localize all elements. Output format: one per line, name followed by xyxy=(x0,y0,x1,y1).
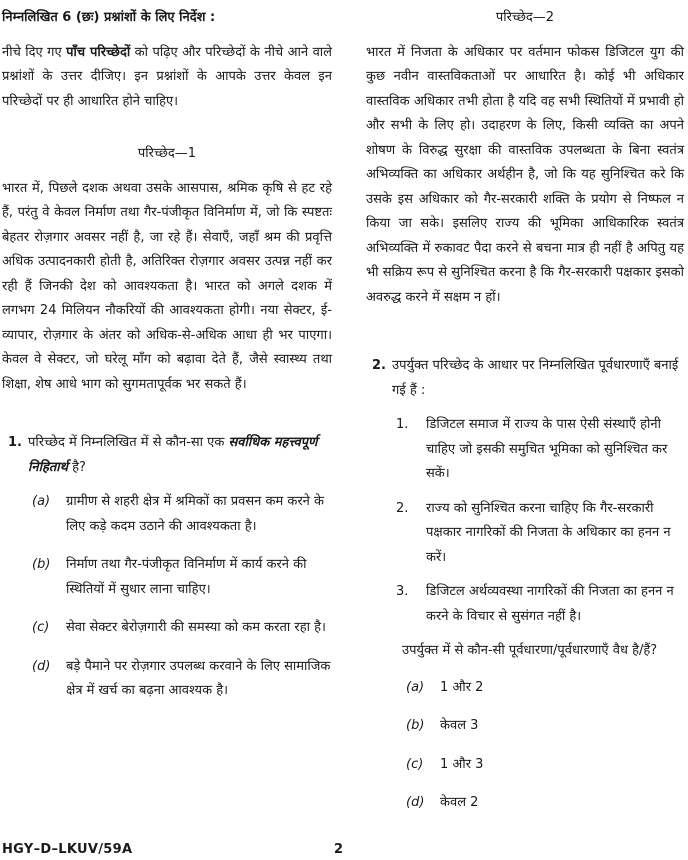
instructions-heading: निम्नलिखित 6 (छः) प्रश्नांशों के लिए निर्देश : xyxy=(2,10,216,25)
left-column xyxy=(2,6,332,718)
question-1-options xyxy=(32,490,332,704)
question-2-prompt: उपर्युक्त में से कौन-सी पूर्वधारणा/पूर्वधारणाएँ वैध है/हैं? xyxy=(402,643,658,658)
passage-2-title: परिच्छेद—2 xyxy=(495,10,555,25)
option-text: 1 और 2 xyxy=(440,679,484,695)
option-text: केवल 2 xyxy=(440,795,479,810)
question-2-option-d[interactable] xyxy=(406,791,684,816)
option-text: ग्रामीण से शहरी क्षेत्र में श्रमिकों का प्रवसन कम करने के लिए कड़े कदम उठाने की आवश्यकता है। xyxy=(66,494,324,534)
instructions-text-pre: नीचे दिए गए xyxy=(2,44,67,60)
statement-1 xyxy=(396,413,684,487)
instructions-text xyxy=(2,41,332,115)
option-text: सेवा सेक्टर बेरोज़गारी की समस्या को कम करता रहा है। xyxy=(66,620,326,635)
option-label: (a) xyxy=(406,679,425,695)
question-2-option-b[interactable] xyxy=(406,714,684,739)
question-2-number: 2. xyxy=(372,358,386,373)
question-1-text-emph: सर्वाधिक महत्त्वपूर्ण निहितार्थ xyxy=(28,435,318,475)
question-2-option-a[interactable] xyxy=(406,676,684,701)
question-1 xyxy=(2,431,332,480)
question-2-options xyxy=(406,676,684,816)
question-2 xyxy=(366,354,684,403)
question-1-number: 1. xyxy=(8,435,22,450)
instructions-text-post: को पढ़िए और परिच्छेदों के नीचे आने वाले प्रश्नांशों के उत्तर दीजिए। इन प्रश्नांशों के आपके उत्तर केवल इन परिच्छेदों पर ही आधारित होने चाहिए। xyxy=(2,44,332,109)
option-text: बड़े पैमाने पर रोज़गार उपलब्ध करवाने के लिए सामाजिक क्षेत्र में खर्च का बढ़ना आवश्यक है। xyxy=(66,658,331,698)
option-label: (c) xyxy=(32,620,50,635)
statement-text: राज्य को सुनिश्चित करना चाहिए कि गैर-सरकारी पक्षकार नागरिकों की निजता के अधिकार का हनन न करें। xyxy=(426,500,671,565)
option-text: निर्माण तथा गैर-पंजीकृत विनिर्माण में कार्य करने की स्थितियों में सुधार लाना चाहिए। xyxy=(66,557,307,597)
passage-2-text: भारत में निजता के अधिकार पर वर्तमान फोकस डिजिटल युग की कुछ नवीन वास्तविकताओं पर आधारित है। कोई भी अधिकार वास्तविक अधिकार तभी होता है यदि वह सभी स्थितियों में प्रभावी हो और सभी के लिए हो। उदाहरण के लिए, किसी व्यक्ति का अपने शोषण के विरुद्ध सुरक्षा की वास्तविक उपलब्धता के बिना स्वतंत्र अभिव्यक्ति का अधिकार अर्थहीन है, जो कि यह सुनिश्चित करे कि उसके इस अधिकार को गैर-सरकारी शक्ति के प्रयोग से निष्फल न किया जा सके। इसलिए राज्य की भूमिका आधिकारिक स्वतंत्र अभिव्यक्ति में रुकावट पैदा करने से बचना मात्र ही नहीं है अपितु यह भी सक्रिय रूप से सुनिश्चित करना है कि गैर-सरकारी पक्षकार इसको अवरुद्ध करने में सक्षम न हों। xyxy=(366,44,684,305)
instructions-text-bold: पाँच परिच्छेदों xyxy=(66,44,131,60)
statement-number: 2. xyxy=(396,500,409,516)
option-text: केवल 3 xyxy=(440,718,479,733)
option-label: (b) xyxy=(406,718,425,733)
option-label: (c) xyxy=(406,756,424,772)
page-number: 2 xyxy=(334,842,344,857)
option-label: (d) xyxy=(32,658,51,674)
statement-2 xyxy=(396,497,684,571)
passage-1-title: परिच्छेद—1 xyxy=(137,146,197,161)
question-1-text-post: है? xyxy=(67,459,86,475)
option-label: (a) xyxy=(32,494,51,509)
statement-text: डिजिटल अर्थव्यवस्था नागरिकों की निजता का हनन न करने के विचार से सुसंगत नहीं है। xyxy=(426,584,674,624)
question-1-option-c[interactable] xyxy=(32,616,332,641)
statement-3 xyxy=(396,580,684,629)
question-1-option-a[interactable] xyxy=(32,490,332,539)
option-text: 1 और 3 xyxy=(440,756,484,772)
question-1-option-d[interactable] xyxy=(32,655,332,704)
statement-text: डिजिटल समाज में राज्य के पास ऐसी संस्थाएँ होनी चाहिए जो इसकी समुचित भूमिका को सुनिश्चित कर सकें। xyxy=(426,417,668,481)
question-1-option-b[interactable] xyxy=(32,553,332,602)
question-2-statements xyxy=(396,413,684,629)
question-2-option-c[interactable] xyxy=(406,753,684,778)
statement-number: 1. xyxy=(396,417,409,432)
question-2-text: उपर्युक्त परिच्छेद के आधार पर निम्नलिखित पूर्वधारणाएँ बनाई गई हैं : xyxy=(392,358,679,398)
paper-code: HGY–D–LKUV/59A xyxy=(2,842,133,857)
question-1-text xyxy=(28,431,332,480)
passage-1-text: भारत में, पिछले दशक अथवा उसके आसपास, श्रमिक कृषि से हट रहे हैं, परंतु वे केवल निर्माण तथा गैर-पंजीकृत विनिर्माण में, जो कि स्पष्टतः बेहतर रोज़गार अवसर नहीं है, जा रहे हैं। सेवाएँ, जहाँ श्रम की प्रवृत्ति अधिक उत्पादनकारी होती है, अतिरिक्त रोज़गार अवसर उत्पन्न नहीं कर रही हैं जिनकी देश को आवश्यकता है। भारत को अगले दशक में लगभग 24 मिलियन नौकरियों की आवश्यकता होगी। नया सेक्टर, ई-व्यापार, रोज़गार के अंतर को अधिक-से-अधिक आधा ही भर पाएगा। केवल वे सेक्टर, जो घरेलू माँग को बढ़ावा देते हैं, जैसे स्वास्थ्य तथा शिक्षा, शेष आधे भाग को सुगमतापूर्वक भर सकते हैं। xyxy=(2,180,332,392)
option-label: (d) xyxy=(406,795,425,810)
right-column xyxy=(366,6,684,830)
option-label: (b) xyxy=(32,557,51,572)
statement-number: 3. xyxy=(396,584,409,599)
question-1-text-pre: परिच्छेद में निम्नलिखित में से कौन-सा एक xyxy=(28,435,229,450)
